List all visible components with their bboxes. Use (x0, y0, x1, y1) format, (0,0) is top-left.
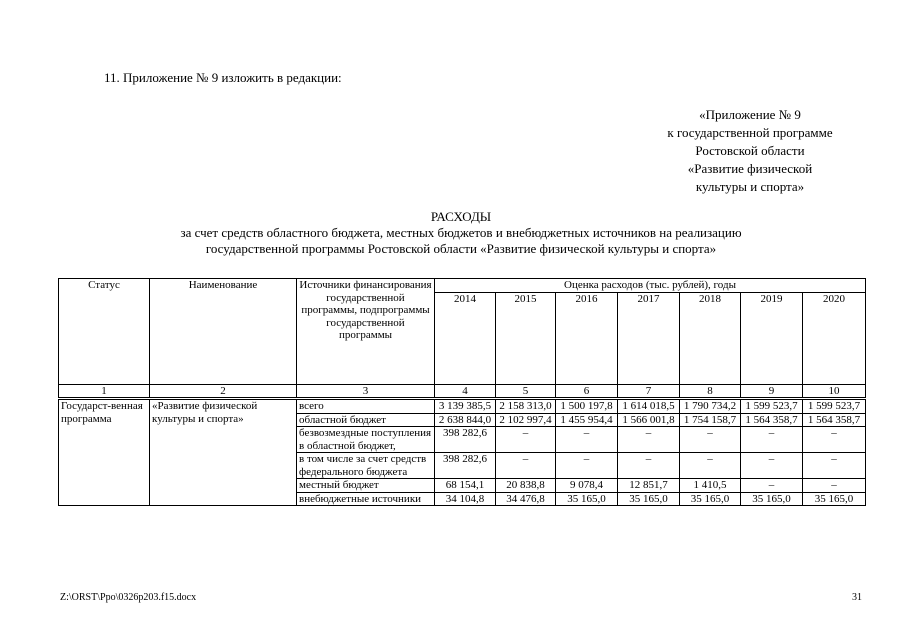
footer-page-number: 31 (852, 592, 862, 603)
appendix-line: «Развитие физической (687, 161, 813, 176)
value-cell: 1 564 358,7 (741, 413, 803, 427)
table-row (59, 399, 866, 414)
header-sources: Источники финансирования государственной программы, подпрограммы государственной программы (297, 279, 435, 385)
column-number: 5 (496, 384, 556, 399)
value-cell: 2 158 313,0 (496, 399, 556, 414)
column-number: 6 (556, 384, 618, 399)
appendix-line: «Приложение № 9 (699, 107, 801, 122)
appendix-line: к государственной программе (667, 125, 833, 140)
program-name-cell: «Развитие физической культуры и спорта» (150, 399, 297, 506)
value-cell: – (618, 427, 680, 453)
value-cell: 12 851,7 (618, 479, 680, 493)
expenses-table (58, 278, 866, 506)
header-year: 2017 (618, 292, 680, 384)
column-number: 9 (741, 384, 803, 399)
value-cell: – (496, 427, 556, 453)
value-cell: 2 102 997,4 (496, 413, 556, 427)
title-heading: РАСХОДЫ (430, 209, 492, 224)
value-cell: 9 078,4 (556, 479, 618, 493)
value-cell: 68 154,1 (435, 479, 496, 493)
title-line: за счет средств областного бюджета, местных бюджетов и внебюджетных источников на реализацию (180, 225, 742, 240)
value-cell: 1 410,5 (680, 479, 741, 493)
source-cell: безвозмездные поступления в областной бюджет, (297, 427, 435, 453)
value-cell: – (618, 453, 680, 479)
header-status: Статус (59, 279, 150, 385)
value-cell: 35 165,0 (803, 492, 866, 506)
value-cell: 35 165,0 (556, 492, 618, 506)
value-cell: 398 282,6 (435, 453, 496, 479)
title-line: государственной программы Ростовской области «Развитие физической культуры и спорта» (205, 241, 717, 256)
column-number-row (59, 384, 866, 399)
value-cell: – (803, 479, 866, 493)
value-cell: 1 599 523,7 (741, 399, 803, 414)
value-cell: – (680, 427, 741, 453)
value-cell: 1 599 523,7 (803, 399, 866, 414)
value-cell: 34 476,8 (496, 492, 556, 506)
header-estimate: Оценка расходов (тыс. рублей), годы (435, 279, 866, 293)
value-cell: – (741, 453, 803, 479)
value-cell: – (741, 479, 803, 493)
value-cell: – (556, 427, 618, 453)
value-cell: – (803, 453, 866, 479)
header-year: 2020 (803, 292, 866, 384)
source-cell: всего (297, 399, 435, 414)
value-cell: – (680, 453, 741, 479)
column-number: 2 (150, 384, 297, 399)
value-cell: 35 165,0 (680, 492, 741, 506)
appendix-line: культуры и спорта» (695, 179, 805, 194)
value-cell: 34 104,8 (435, 492, 496, 506)
header-year: 2015 (496, 292, 556, 384)
value-cell: 3 139 385,5 (435, 399, 496, 414)
value-cell: 1 790 734,2 (680, 399, 741, 414)
column-number: 7 (618, 384, 680, 399)
value-cell: 1 566 001,8 (618, 413, 680, 427)
value-cell: 35 165,0 (618, 492, 680, 506)
column-number: 8 (680, 384, 741, 399)
footer-file-path: Z:\ORST\Ppo\0326p203.f15.docx (60, 592, 197, 603)
header-year: 2016 (556, 292, 618, 384)
header-year: 2019 (741, 292, 803, 384)
column-number: 4 (435, 384, 496, 399)
value-cell: 1 500 197,8 (556, 399, 618, 414)
source-cell: в том числе за счет средств федерального бюджета (297, 453, 435, 479)
value-cell: 20 838,8 (496, 479, 556, 493)
value-cell: – (556, 453, 618, 479)
source-cell: местный бюджет (297, 479, 435, 493)
column-number: 3 (297, 384, 435, 399)
value-cell: 2 638 844,0 (435, 413, 496, 427)
intro-text: 11. Приложение № 9 изложить в редакции: (104, 70, 342, 85)
header-name: Наименование (150, 279, 297, 385)
value-cell: 1 564 358,7 (803, 413, 866, 427)
header-year: 2018 (680, 292, 741, 384)
column-number: 1 (59, 384, 150, 399)
status-cell: Государст-венная программа (59, 399, 150, 506)
value-cell: 1 614 018,5 (618, 399, 680, 414)
header-year: 2014 (435, 292, 496, 384)
value-cell: – (741, 427, 803, 453)
appendix-line: Ростовской области (695, 143, 805, 158)
document-title (100, 209, 822, 257)
appendix-header (640, 106, 860, 196)
column-number: 10 (803, 384, 866, 399)
value-cell: – (496, 453, 556, 479)
source-cell: областной бюджет (297, 413, 435, 427)
value-cell: 1 754 158,7 (680, 413, 741, 427)
value-cell: 35 165,0 (741, 492, 803, 506)
source-cell: внебюджетные источники (297, 492, 435, 506)
value-cell: 1 455 954,4 (556, 413, 618, 427)
value-cell: – (803, 427, 866, 453)
value-cell: 398 282,6 (435, 427, 496, 453)
